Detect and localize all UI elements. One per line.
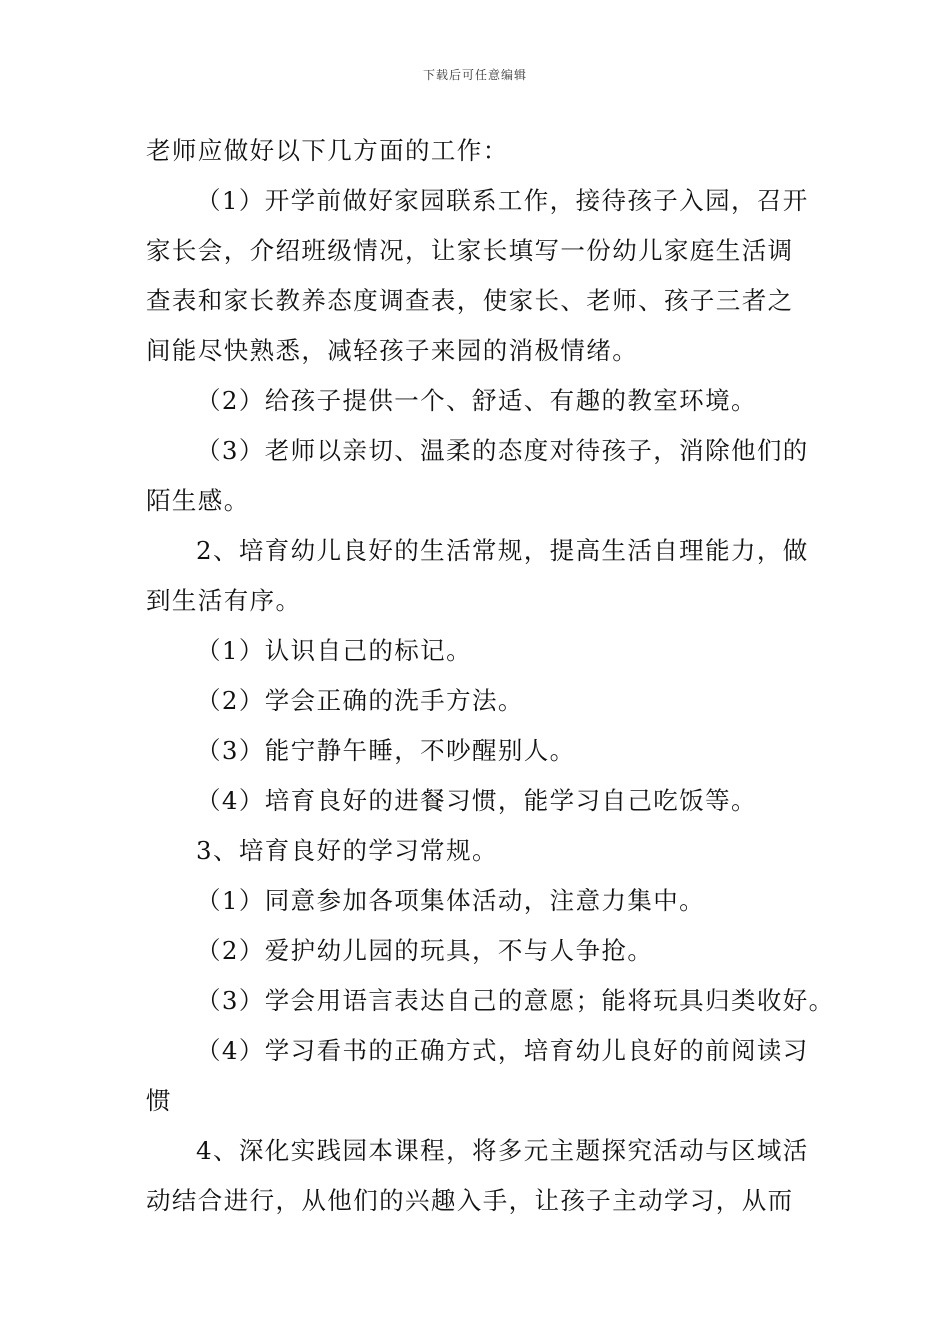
paragraph-line: 2、培育幼儿良好的生活常规，提高生活自理能力，做 — [196, 536, 809, 565]
body-text — [146, 126, 835, 1226]
paragraph-line: 3、培育良好的学习常规。 — [196, 836, 498, 865]
paragraph-continuation-line: 间能尽快熟悉，减轻孩子来园的消极情绪。 — [146, 336, 639, 365]
paragraph-line: （2）给孩子提供一个、舒适、有趣的教室环境。 — [196, 386, 757, 415]
paragraph-continuation-line: 家长会，介绍班级情况，让家长填写一份幼儿家庭生活调 — [146, 236, 794, 265]
paragraph-continuation-line: 惯 — [146, 1086, 172, 1115]
paragraph-continuation-line: 到生活有序。 — [146, 586, 302, 615]
paragraph-line: （4）学习看书的正确方式，培育幼儿良好的前阅读习 — [196, 1036, 809, 1065]
paragraph-line: （1）开学前做好家园联系工作，接待孩子入园，召开 — [196, 186, 809, 215]
paragraph-continuation-line: 查表和家长教养态度调查表，使家长、老师、孩子三者之 — [146, 286, 794, 315]
paragraph-continuation-line: 动结合进行，从他们的兴趣入手，让孩子主动学习，从而 — [146, 1186, 794, 1215]
paragraph-line: （3）老师以亲切、温柔的态度对待孩子，消除他们的 — [196, 436, 809, 465]
paragraph-line: （3）能宁静午睡，不吵醒别人。 — [196, 736, 576, 765]
paragraph-line: （3）学会用语言表达自己的意愿；能将玩具归类收好。 — [196, 986, 835, 1015]
paragraph-line: 老师应做好以下几方面的工作： — [146, 136, 509, 165]
paragraph-line: （1）认识自己的标记。 — [196, 636, 472, 665]
paragraph-continuation-line: 陌生感。 — [146, 486, 250, 515]
paragraph-line: （2）爱护幼儿园的玩具，不与人争抢。 — [196, 936, 654, 965]
paragraph-line: （1）同意参加各项集体活动，注意力集中。 — [196, 886, 706, 915]
paragraph-line: （4）培育良好的进餐习惯，能学习自己吃饭等。 — [196, 786, 757, 815]
paragraph-line: （2）学会正确的洗手方法。 — [196, 686, 524, 715]
paragraph-line: 4、深化实践园本课程，将多元主题探究活动与区域活 — [196, 1136, 809, 1165]
header-note: 下载后可任意编辑 — [422, 68, 527, 82]
